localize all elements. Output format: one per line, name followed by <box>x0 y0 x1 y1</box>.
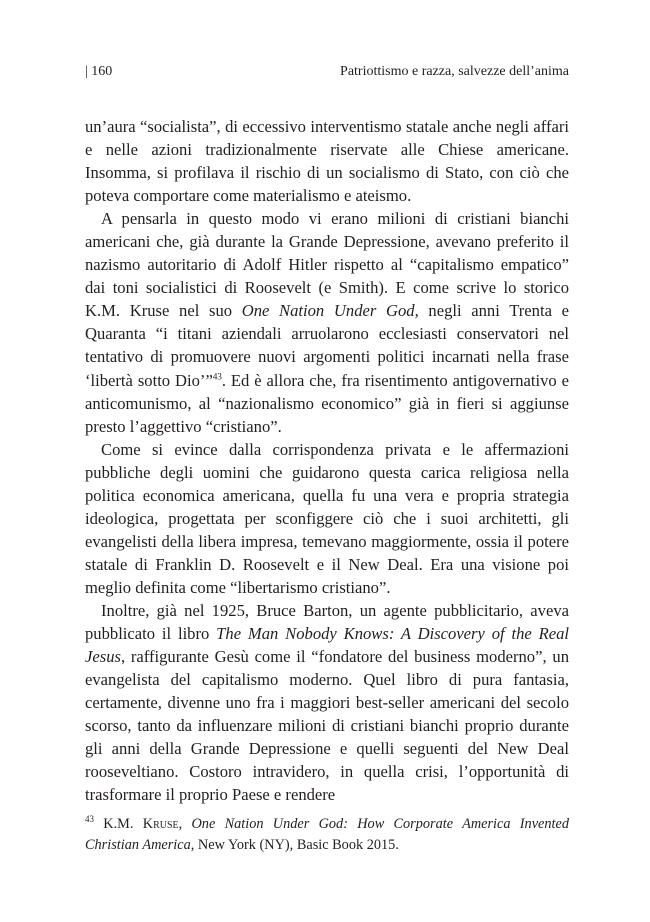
running-head <box>85 62 569 82</box>
footnote-number: 43 <box>85 814 94 825</box>
footnote-author-surname: Kruse <box>142 816 179 832</box>
footnote-reference-43[interactable]: 43 <box>212 370 222 381</box>
footnotes <box>85 814 569 855</box>
footnote-book-title: One Nation Under God: How Corporate America Invented Christian America <box>85 816 570 853</box>
book-title-man-nobody-knows: The Man Nobody Knows: A Discovery of the Real Jesus <box>85 624 570 667</box>
paragraph-2 <box>85 207 569 437</box>
paragraph-2-text-b: negli anni Trenta e Quaranta “i titani aziendali arruolarono ecclesiasti conservatori nel tentativo di promuovere nuovi argomenti politici incarnati nella frase ‘libertà sotto Dio’” <box>85 301 569 390</box>
main-text <box>85 115 569 806</box>
footnote-separator: , <box>178 816 192 832</box>
book-title-one-nation: One Nation Under God, <box>241 301 419 321</box>
running-title: Patriottismo e razza, salvezze dell’anima <box>340 64 569 79</box>
paragraph-3: Come si evince dalla corrispondenza privata e le affermazioni pubbliche degli uomini che guidarono questa carica religiosa nella politica economica americana, quella fu una vera e propria strategia ideologica, progettata per sconfiggere ciò che i suoi architetti, gli evangelisti della libera impresa, temevano maggiormente, ossia il potere statale di Franklin D. Roosevelt e il New Deal. Era una visione poi meglio definita come “libertarismo cristiano”. <box>85 439 569 597</box>
footnote-43 <box>85 814 569 855</box>
footnote-publication: , New York (NY), Basic Book 2015. <box>190 836 399 853</box>
paragraph-4-text-b: , raffigurante Gesù come il “fondatore del business moderno”, un evangelista del capitalismo moderno. Quel libro di pura fantasia, certamente, divenne uno fra i maggiori best-seller americani del secolo scorso, tanto da influenzare milioni di cristiani bianchi proprio durante gli anni della Grande Depressione e quelli seguenti del New Deal rooseveltiano. Costoro intravidero, in quella crisi, l’opportunità di trasformare il proprio Paese e rendere <box>85 647 569 805</box>
page-number: | 160 <box>85 64 113 79</box>
paragraph-1: un’aura “socialista”, di eccessivo interventismo statale anche negli affari e nelle azioni tradizionalmente riservate alle Chiese americane. Insomma, si profilava il rischio di un socialismo di Stato, con ciò che poteva comportare come materialismo e ateismo. <box>85 117 569 206</box>
paragraph-4-text-a: Inoltre, già nel 1925, Bruce Barton, un agente pubblicitario, aveva pubblicato il libro <box>85 600 569 644</box>
footnote-author-initials: K.M. <box>103 816 143 832</box>
paragraph-2-text-a: A pensarla in questo modo vi erano milioni di cristiani bianchi americani che, già durante la Grande Depressione, avevano preferito il nazismo autoritario di Adolf Hitler rispetto al “capitalismo empatico” dai toni socialistici di Roosevelt (e Smith). E come scrive lo storico K.M. Kruse nel suo <box>85 209 569 321</box>
paragraph-2-text-c: . Ed è allora che, fra risentimento antigovernativo e anticomunismo, al “nazionalismo economico” già in fieri si aggiunse presto l’aggettivo “cristiano”. <box>85 370 569 436</box>
paragraph-4 <box>85 599 569 806</box>
